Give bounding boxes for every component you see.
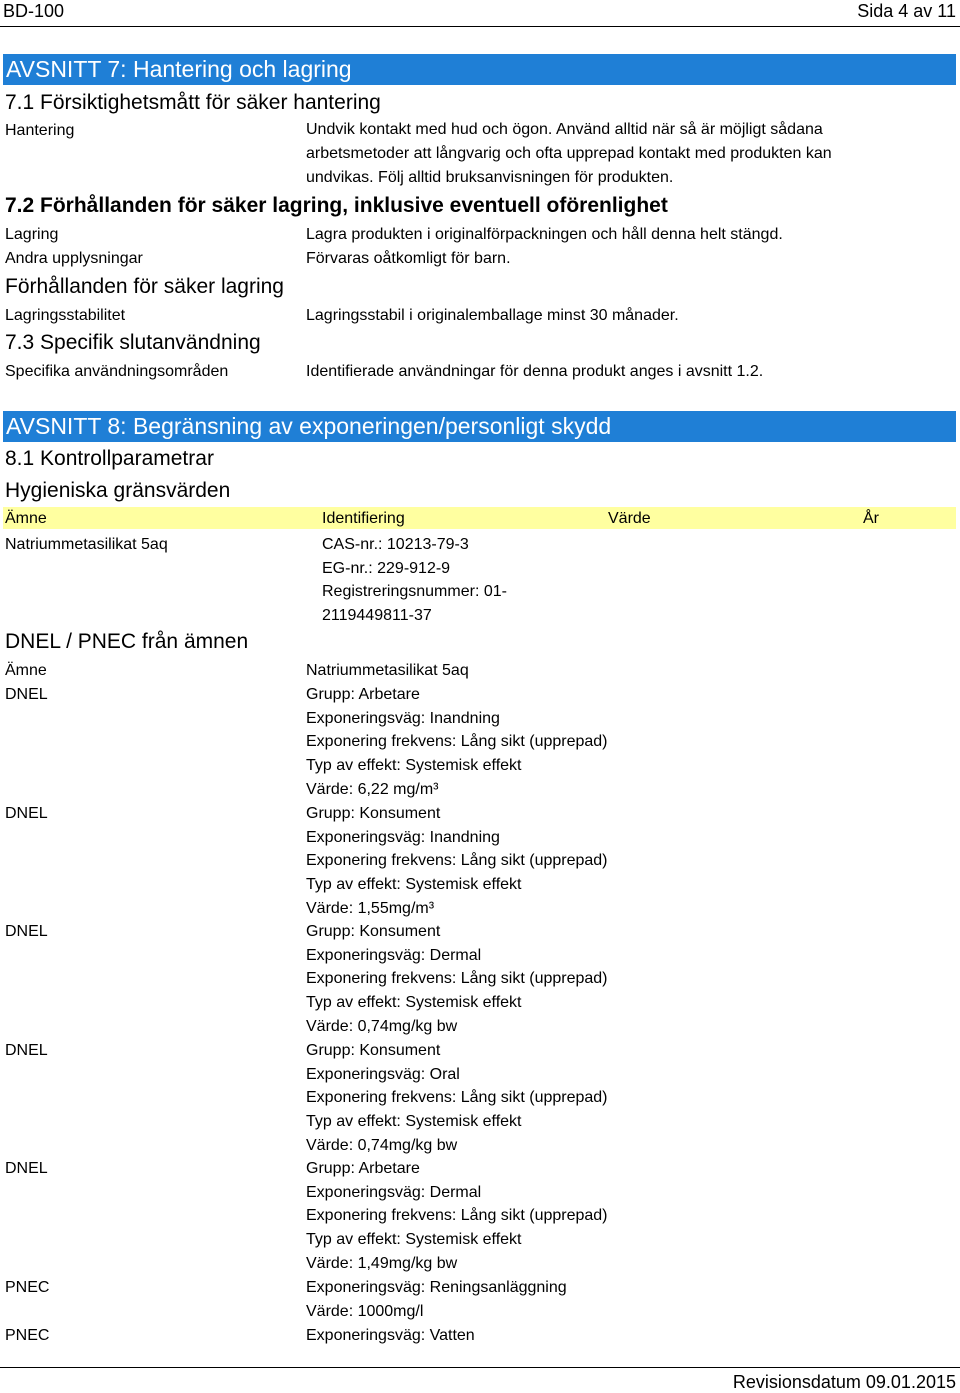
specific-uses-value: Identifierade användningar för denna produkt anges i avsnitt 1.2. xyxy=(306,363,764,380)
dnel-entry-label: DNEL xyxy=(5,805,48,822)
handling-text: Undvik kontakt med hud och ögon. Använd alltid när så är möjligt sådana arbetsmetoder att långvarig och ofta upprepad kontakt med produkten kan undvikas. Följ alltid bruksanvisningen för produkten. xyxy=(306,121,832,186)
detail-line: Grupp: Konsument xyxy=(306,1042,441,1059)
detail-line: Grupp: Arbetare xyxy=(306,1160,420,1177)
detail-line: Exponeringsväg: Inandning xyxy=(306,828,500,846)
pnec-entry-label: PNEC xyxy=(5,1279,50,1296)
detail-line: Exponeringsväg: Inandning xyxy=(306,709,500,727)
pnec-entry-details xyxy=(306,1324,475,1348)
storage-stability-label: Lagringsstabilitet xyxy=(5,307,126,324)
dnel-pnec-title: DNEL / PNEC från ämnen xyxy=(5,630,249,653)
hygiene-identification xyxy=(322,533,507,628)
detail-line: Exponering frekvens: Lång sikt (upprepad) xyxy=(306,970,608,988)
detail-line: Värde: 6,22 mg/m³ xyxy=(306,780,439,798)
specific-uses-label: Specifika användningsområden xyxy=(5,363,229,380)
cas-number: CAS-nr.: 10213-79-3 xyxy=(322,536,469,553)
registration-number-cont: 2119449811-37 xyxy=(322,607,432,625)
storage-stability-value: Lagringsstabil i originalemballage minst 30 månader. xyxy=(306,307,679,324)
dnel-entry-label: DNEL xyxy=(5,923,48,940)
registration-number: Registreringsnummer: 01- xyxy=(322,583,507,601)
column-year: År xyxy=(863,510,879,527)
dnel-entry-details xyxy=(306,802,608,921)
section-7-title: AVSNITT 7: Hantering och lagring xyxy=(3,54,956,85)
dnel-entry-details xyxy=(306,1157,608,1276)
hygiene-limits-title: Hygieniska gränsvärden xyxy=(5,479,231,502)
detail-line: Exponeringsväg: Dermal xyxy=(306,1183,482,1201)
storage-value: Lagra produkten i originalförpackningen och håll denna helt stängd. xyxy=(306,226,783,243)
page-number: Sida 4 av 11 xyxy=(857,1,956,21)
storage-conditions-title: Förhållanden för säker lagring xyxy=(5,275,284,298)
footer-divider xyxy=(0,1367,960,1368)
detail-line: Typ av effekt: Systemisk effekt xyxy=(306,876,522,894)
hygiene-substance: Natriummetasilikat 5aq xyxy=(5,536,168,553)
dnel-entry-label: DNEL xyxy=(5,1042,48,1059)
other-info-label: Andra upplysningar xyxy=(5,250,143,267)
dnel-entry-details xyxy=(306,683,608,802)
detail-line: Värde: 0,74mg/kg bw xyxy=(306,1136,458,1154)
dnel-entry-label: DNEL xyxy=(5,1160,48,1177)
detail-line: Exponering frekvens: Lång sikt (upprepad) xyxy=(306,733,608,751)
dnel-substance-value: Natriummetasilikat 5aq xyxy=(306,662,469,679)
detail-line: Grupp: Konsument xyxy=(306,923,441,940)
detail-line: Exponeringsväg: Reningsanläggning xyxy=(306,1279,567,1296)
column-identification: Identifiering xyxy=(322,510,405,527)
storage-label: Lagring xyxy=(5,226,59,243)
detail-line: Exponeringsväg: Dermal xyxy=(306,946,482,964)
detail-line: Typ av effekt: Systemisk effekt xyxy=(306,1113,522,1131)
detail-line: Exponering frekvens: Lång sikt (upprepad) xyxy=(306,852,608,870)
detail-line: Typ av effekt: Systemisk effekt xyxy=(306,994,522,1012)
column-value: Värde xyxy=(608,510,651,527)
detail-line: Värde: 1,55mg/m³ xyxy=(306,899,435,917)
detail-line: Typ av effekt: Systemisk effekt xyxy=(306,1231,522,1249)
detail-line: Exponering frekvens: Lång sikt (upprepad) xyxy=(306,1089,608,1107)
column-substance: Ämne xyxy=(5,510,47,527)
handling-label: Hantering xyxy=(5,122,75,139)
dnel-substance-label: Ämne xyxy=(5,662,47,679)
document-id: BD-100 xyxy=(3,1,65,21)
dnel-entry-details xyxy=(306,920,608,1039)
dnel-entry-label: DNEL xyxy=(5,686,48,703)
dnel-entry-details xyxy=(306,1039,608,1158)
section-7-1-title: 7.1 Försiktighetsmått för säker hantering xyxy=(5,91,381,114)
hygiene-table-header xyxy=(3,507,956,529)
header-divider xyxy=(0,26,960,27)
detail-line: Grupp: Arbetare xyxy=(306,686,420,703)
pnec-entry-label: PNEC xyxy=(5,1327,50,1344)
section-8-1-title: 8.1 Kontrollparametrar xyxy=(5,447,214,470)
section-8-title: AVSNITT 8: Begränsning av exponeringen/personligt skydd xyxy=(3,411,956,442)
revision-date: Revisionsdatum 09.01.2015 xyxy=(732,1372,956,1392)
detail-line: Värde: 1000mg/l xyxy=(306,1302,424,1320)
pnec-entry-details xyxy=(306,1276,567,1323)
detail-line: Exponeringsväg: Oral xyxy=(306,1065,460,1083)
detail-line: Värde: 0,74mg/kg bw xyxy=(306,1017,458,1035)
section-7-2-title: 7.2 Förhållanden för säker lagring, inklusive eventuell oförenlighet xyxy=(5,194,668,217)
detail-line: Grupp: Konsument xyxy=(306,805,441,822)
ec-number: EG-nr.: 229-912-9 xyxy=(322,559,451,577)
detail-line: Typ av effekt: Systemisk effekt xyxy=(306,757,522,775)
detail-line: Exponeringsväg: Vatten xyxy=(306,1327,475,1344)
section-7-3-title: 7.3 Specifik slutanvändning xyxy=(5,331,261,354)
detail-line: Exponering frekvens: Lång sikt (upprepad) xyxy=(306,1207,608,1225)
other-info-value: Förvaras oåtkomligt för barn. xyxy=(306,250,511,267)
detail-line: Värde: 1,49mg/kg bw xyxy=(306,1254,458,1272)
